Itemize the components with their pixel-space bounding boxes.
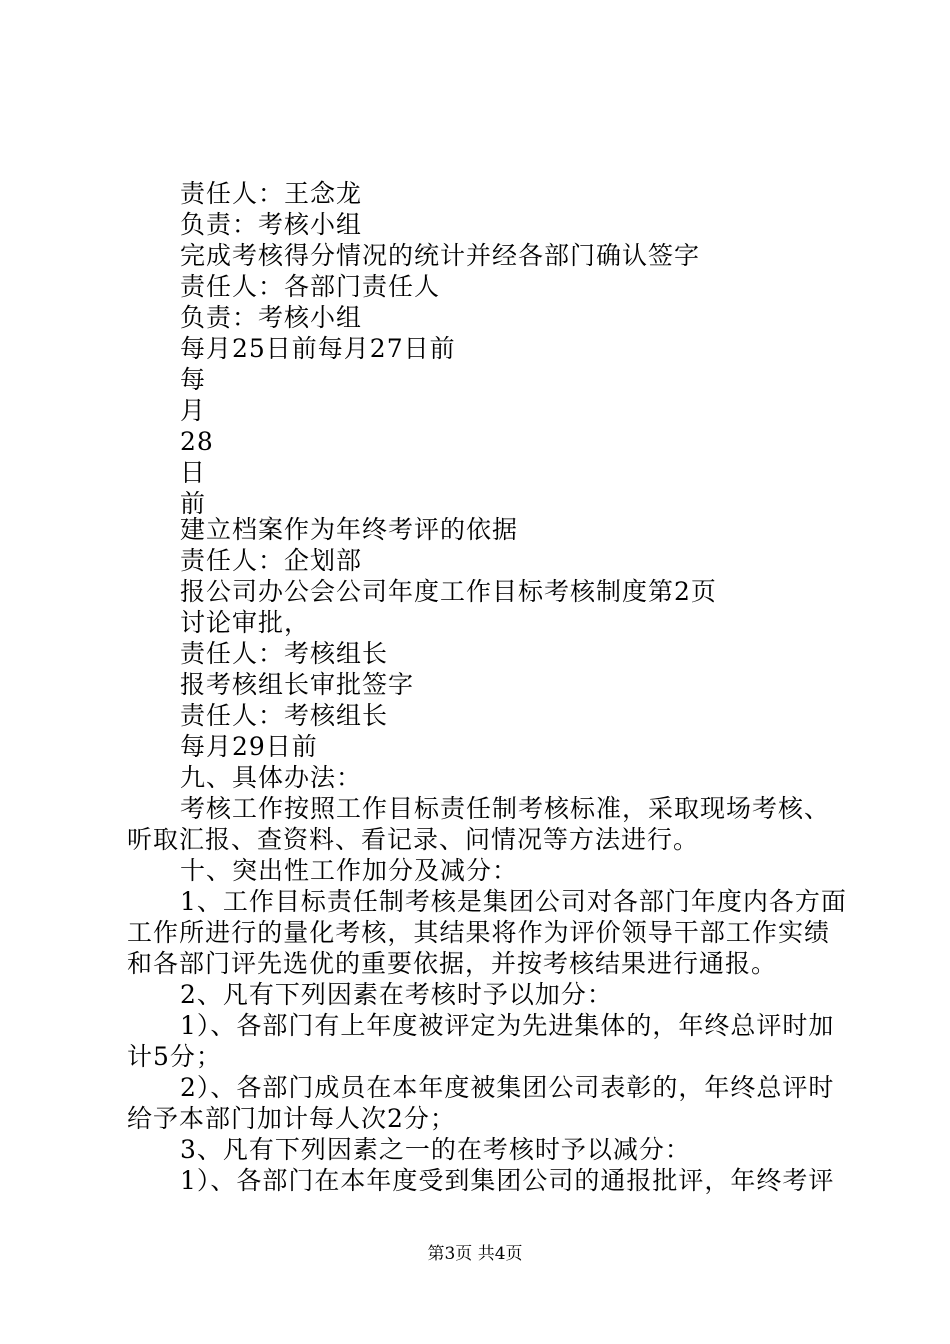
page-footer: 第3页 共4页	[427, 1244, 523, 1264]
text-line: 每月29日前	[180, 732, 318, 761]
text-line: 1）、各部门在本年度受到集团公司的通报批评，年终考评	[180, 1166, 835, 1195]
text-line: 负责：考核小组	[180, 303, 363, 332]
text-line: 责任人：王念龙	[180, 179, 363, 208]
text-line: 和各部门评先选优的重要依据，并按考核结果进行通报。	[127, 949, 778, 978]
text-line: 报公司办公会公司年度工作目标考核制度第2页	[180, 577, 717, 606]
text-line: 1、工作目标责任制考核是集团公司对各部门年度内各方面	[180, 887, 847, 916]
text-line: 责任人：各部门责任人	[180, 272, 441, 301]
text-line: 责任人：考核组长	[180, 639, 389, 668]
text-line: 1）、各部门有上年度被评定为先进集体的，年终总评时加	[180, 1011, 835, 1040]
text-line: 责任人：企划部	[180, 546, 363, 575]
text-line: 日	[180, 458, 207, 487]
text-line: 每月25日前每月27日前	[180, 334, 456, 363]
text-line: 负责：考核小组	[180, 210, 363, 239]
text-line: 月	[180, 396, 207, 425]
text-line: 讨论审批，	[180, 608, 311, 637]
text-line: 工作所进行的量化考核，其结果将作为评价领导干部工作实绩	[127, 918, 830, 947]
text-line: 听取汇报、查资料、看记录、问情况等方法进行。	[127, 825, 700, 854]
text-line: 2）、各部门成员在本年度被集团公司表彰的，年终总评时	[180, 1073, 835, 1102]
text-line: 完成考核得分情况的统计并经各部门确认签字	[180, 241, 701, 270]
text-line: 建立档案作为年终考评的依据	[180, 515, 519, 544]
text-line: 28	[180, 427, 214, 456]
text-line: 责任人：考核组长	[180, 701, 389, 730]
text-line: 九、具体办法：	[180, 763, 363, 792]
text-line: 3、凡有下列因素之一的在考核时予以减分：	[180, 1135, 691, 1164]
text-line: 报考核组长审批签字	[180, 670, 415, 699]
text-line: 2、凡有下列因素在考核时予以加分：	[180, 980, 613, 1009]
text-line: 十、突出性工作加分及减分：	[180, 856, 519, 885]
text-line: 前	[180, 489, 207, 518]
text-line: 给予本部门加计每人次2分；	[127, 1104, 456, 1133]
text-line: 考核工作按照工作目标责任制考核标准，采取现场考核、	[180, 794, 831, 823]
text-line: 每	[180, 365, 207, 394]
text-line: 计5分；	[127, 1042, 222, 1071]
